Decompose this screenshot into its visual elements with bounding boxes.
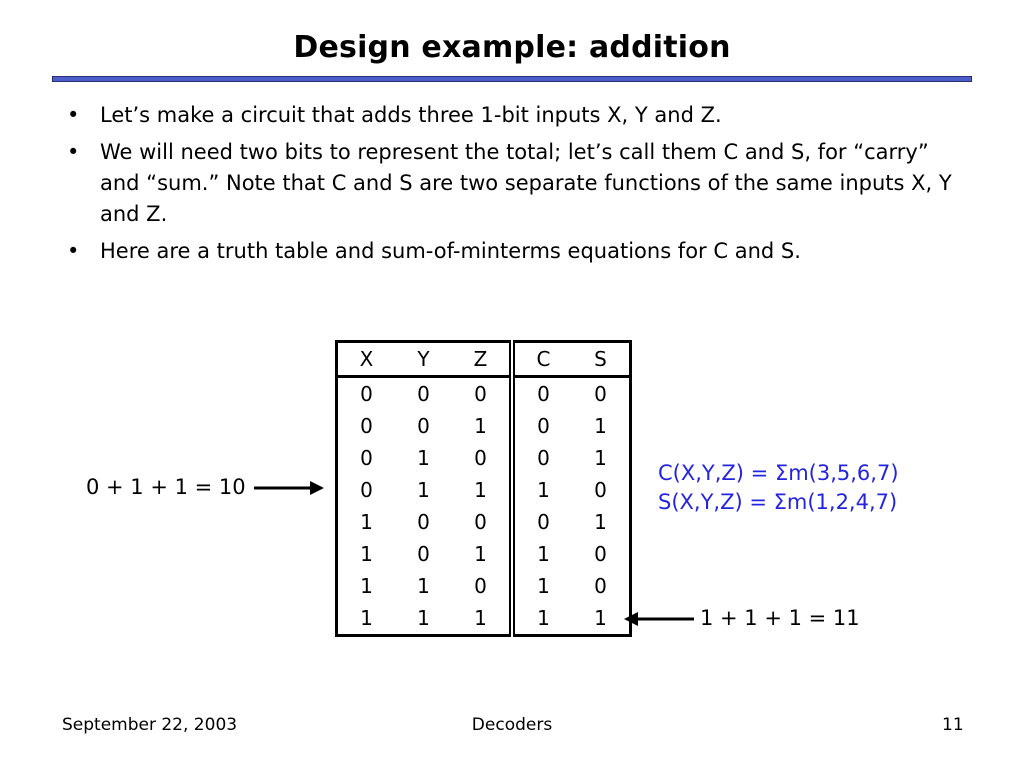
header-z: Z [452,342,512,377]
footer-page-number: 11 [942,715,964,735]
table-row [337,410,631,442]
bullet-text: Here are a truth table and sum-of-minterms equations for C and S. [100,239,801,263]
table-cell: 0 [594,382,607,406]
footer-date: September 22, 2003 [62,715,238,735]
table-cell: 0 [474,446,487,470]
header-s: S [572,342,631,377]
table-row [337,538,631,570]
table-cell: 1 [512,474,572,506]
table-cell: 0 [417,414,430,438]
table-row [337,442,631,474]
header-c: C [512,342,572,377]
table-cell: 1 [360,542,373,566]
table-cell: 0 [360,414,373,438]
table-cell: 0 [360,382,373,406]
table-cell: 0 [360,446,373,470]
bullet-dot: • [67,239,80,263]
truth-table [335,340,632,637]
table-cell: 0 [474,510,487,534]
table-cell: 0 [594,574,607,598]
header-y: Y [395,342,452,377]
table-cell: 0 [417,510,430,534]
table-cell: 0 [474,574,487,598]
table-cell: 0 [512,506,572,538]
table-row [337,602,631,636]
table-cell: 0 [594,542,607,566]
table-cell: 1 [360,574,373,598]
table-cell: 0 [512,442,572,474]
right-annotation: 1 + 1 + 1 = 11 [700,606,860,630]
table-cell: 1 [417,606,430,630]
table-row [337,570,631,602]
table-cell: 1 [417,574,430,598]
left-arrow-icon [622,609,694,629]
table-cell: 1 [474,606,487,630]
slide-title: Design example: addition [293,30,731,65]
footer-topic: Decoders [471,715,553,735]
bullet-text: Let’s make a circuit that adds three 1-bit inputs X, Y and Z. [100,103,722,127]
table-cell: 0 [512,377,572,411]
bullet-dot: • [67,140,80,164]
table-cell: 1 [417,446,430,470]
table-cell: 0 [512,410,572,442]
carry-equation: C(X,Y,Z) = Σm(3,5,6,7) [658,461,899,485]
table-row [337,506,631,538]
table-cell: 1 [360,606,373,630]
table-cell: 1 [512,602,572,636]
sum-equation: S(X,Y,Z) = Σm(1,2,4,7) [658,490,898,514]
table-cell: 0 [594,478,607,502]
table-cell: 1 [594,510,607,534]
table-cell: 1 [360,510,373,534]
table-cell: 1 [417,478,430,502]
bullet-list [62,100,962,273]
table-row [337,377,631,411]
table-cell: 1 [594,606,607,630]
bullet-item [62,236,962,267]
bullet-item [62,137,962,230]
title-underline [52,76,972,82]
left-annotation: 0 + 1 + 1 = 10 [86,475,246,499]
truth-table-header-row [337,342,631,377]
bullet-text: We will need two bits to represent the total; let’s call them C and S, for “carry” and “sum.” Note that C and S are two separate functions of the same inputs X, Y and Z. [100,140,952,226]
table-cell: 1 [474,414,487,438]
table-row [337,474,631,506]
table-cell: 1 [594,446,607,470]
table-cell: 1 [594,414,607,438]
minterm-equations [658,459,899,517]
table-cell: 1 [512,538,572,570]
header-x: X [337,342,396,377]
bullet-item [62,100,962,131]
table-cell: 0 [474,382,487,406]
table-cell: 1 [512,570,572,602]
table-cell: 0 [417,542,430,566]
right-arrow-icon [254,478,326,498]
bullet-dot: • [67,103,80,127]
table-cell: 0 [360,478,373,502]
table-cell: 0 [417,382,430,406]
table-cell: 1 [474,542,487,566]
truth-table-body [337,377,631,636]
table-cell: 1 [474,478,487,502]
